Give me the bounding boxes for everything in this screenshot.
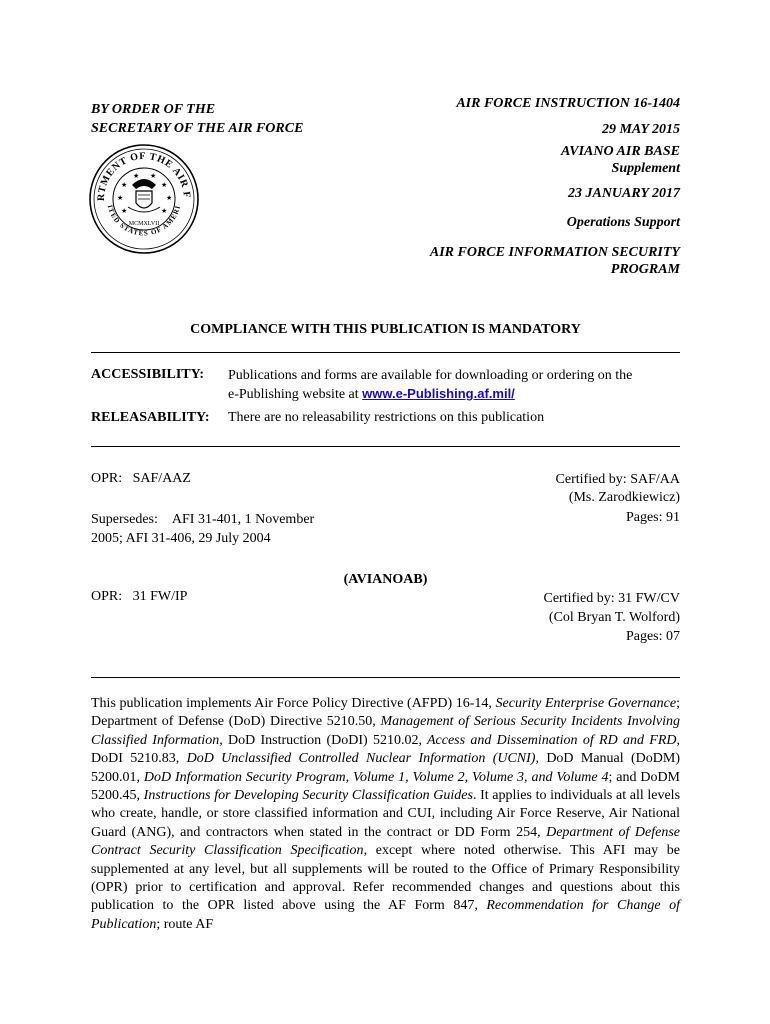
body-text: ; and DoDM 5200.45, bbox=[91, 769, 681, 804]
body-italic: Department of Defense Contract Security Classification Specification bbox=[91, 824, 681, 859]
certified-by: Certified by: SAF/AA bbox=[555, 472, 680, 487]
supersedes bbox=[91, 510, 314, 548]
supplement-heading: (AVIANOAB) bbox=[343, 572, 428, 587]
opr-supplement bbox=[91, 589, 187, 605]
accessibility-text bbox=[228, 367, 680, 404]
svg-text:DEPARTMENT OF THE AIR FORCE: RTMENT OF THE AIR F bbox=[95, 150, 193, 202]
category: Operations Support bbox=[566, 215, 680, 230]
svg-text:★: ★ bbox=[150, 172, 157, 180]
publication-title-line2: PROGRAM bbox=[610, 262, 680, 277]
svg-text:UNITED STATES OF AMERICA: ITED STATES OF AMERI bbox=[105, 204, 183, 238]
air-force-seal bbox=[88, 143, 200, 255]
svg-text:★: ★ bbox=[121, 207, 128, 215]
opr-value: 31 FW/IP bbox=[132, 589, 188, 604]
certified-name: (Ms. Zarodkiewicz) bbox=[568, 490, 680, 505]
pages-primary: Pages: 91 bbox=[625, 510, 680, 525]
issuing-authority-line2: SECRETARY OF THE AIR FORCE bbox=[91, 121, 304, 136]
certified-by: Certified by: 31 FW/CV bbox=[543, 591, 680, 606]
body-italic: DoD Unclassified Controlled Nuclear Information (UCNI), bbox=[186, 751, 539, 767]
supplement-label: Supplement bbox=[611, 161, 680, 176]
divider bbox=[91, 352, 680, 353]
body-italic: Security Enterprise Governance bbox=[495, 696, 677, 711]
publication-date: 29 MAY 2015 bbox=[601, 122, 680, 137]
body-text: , except where noted otherwise. This AFI may be supplemented at any level, but all supplements will be routed to the Office of Primary Responsibility (OPR) prior to certification and approval. Refer recommended changes and questions about this publication to the OPR listed above using the AF Form 847, bbox=[91, 843, 680, 914]
supersedes-line1: AFI 31-401, 1 November bbox=[171, 512, 315, 527]
divider bbox=[91, 446, 680, 447]
supersedes-label: Supersedes: bbox=[91, 512, 158, 527]
body-text: DoD Manual (DoDM) 5200.01, bbox=[91, 751, 680, 785]
instruction-number: AIR FORCE INSTRUCTION 16-1404 bbox=[456, 96, 680, 111]
supplement-date: 23 JANUARY 2017 bbox=[567, 186, 680, 201]
issuing-authority-line1: BY ORDER OF THE bbox=[91, 102, 216, 117]
e-publishing-link[interactable]: www.e-Publishing.af.mil/ bbox=[362, 386, 515, 401]
accessibility-label: ACCESSIBILITY: bbox=[91, 367, 205, 382]
body-text: This publication implements Air Force Policy Directive (AFPD) 16-14, bbox=[91, 696, 496, 711]
svg-text:★: ★ bbox=[161, 181, 168, 189]
certified-name: (Col Bryan T. Wolford) bbox=[548, 610, 680, 625]
body-italic: Recommendation for Change of Publication bbox=[91, 898, 680, 932]
certified-supplement bbox=[544, 589, 681, 646]
body-italic: DoD Information Security Program, Volume 1, Volume 2, Volume 3, and Volume 4 bbox=[143, 769, 609, 785]
svg-text:★: ★ bbox=[117, 194, 124, 202]
opr-label: OPR: bbox=[91, 471, 123, 486]
seal-icon bbox=[88, 143, 200, 255]
body-text: ; route AF bbox=[156, 916, 214, 932]
body-text: . It applies to individuals at all levels who create, handle, or store classified information and CUI, including Air Force Reserve, Air National Guard (ANG), and contractors when stated in the contract or DD Form 254, bbox=[91, 788, 681, 840]
issuing-authority bbox=[91, 100, 303, 138]
releasability-label: RELEASABILITY: bbox=[91, 410, 210, 425]
supersedes-line2: 2005; AFI 31-406, 29 July 2004 bbox=[91, 531, 271, 546]
body-italic: Instructions for Developing Security Classification Guides bbox=[143, 788, 473, 804]
svg-text:★: ★ bbox=[133, 172, 140, 180]
pages-supplement: Pages: 07 bbox=[625, 629, 680, 644]
compliance-statement: COMPLIANCE WITH THIS PUBLICATION IS MANDATORY bbox=[190, 322, 581, 337]
body-italic: , Access and Dissemination of RD and FRD bbox=[418, 732, 677, 748]
opr-value: SAF/AAZ bbox=[132, 471, 191, 486]
accessibility-line1: Publications and forms are available for downloading or ordering on the bbox=[228, 368, 633, 383]
opr-label: OPR: bbox=[91, 589, 123, 604]
body-paragraph bbox=[91, 695, 680, 934]
divider bbox=[91, 677, 680, 678]
body-text: , DoDI 5210.83, bbox=[91, 732, 680, 767]
svg-text:★: ★ bbox=[161, 207, 168, 215]
publication-title-line1: AIR FORCE INFORMATION SECURITY bbox=[429, 245, 680, 260]
publication-header bbox=[350, 96, 680, 278]
svg-text:★: ★ bbox=[121, 181, 128, 189]
accessibility-line2: e-Publishing website at bbox=[228, 387, 363, 402]
body-italic: Management of Serious Security Incidents Involving Classified Information, bbox=[91, 714, 680, 748]
certified-primary bbox=[556, 471, 680, 507]
svg-text:MCMXLVII: MCMXLVII bbox=[128, 221, 160, 227]
releasability-text: There are no releasability restrictions on this publication bbox=[228, 410, 545, 425]
opr-primary bbox=[91, 471, 191, 487]
svg-text:★: ★ bbox=[166, 194, 173, 202]
base-name: AVIANO AIR BASE bbox=[560, 144, 680, 159]
body-text: ; Department of Defense (DoD) Directive 5210.50, bbox=[91, 696, 680, 730]
body-text: DoD Instruction (DoDI) 5210.02 bbox=[222, 732, 419, 748]
